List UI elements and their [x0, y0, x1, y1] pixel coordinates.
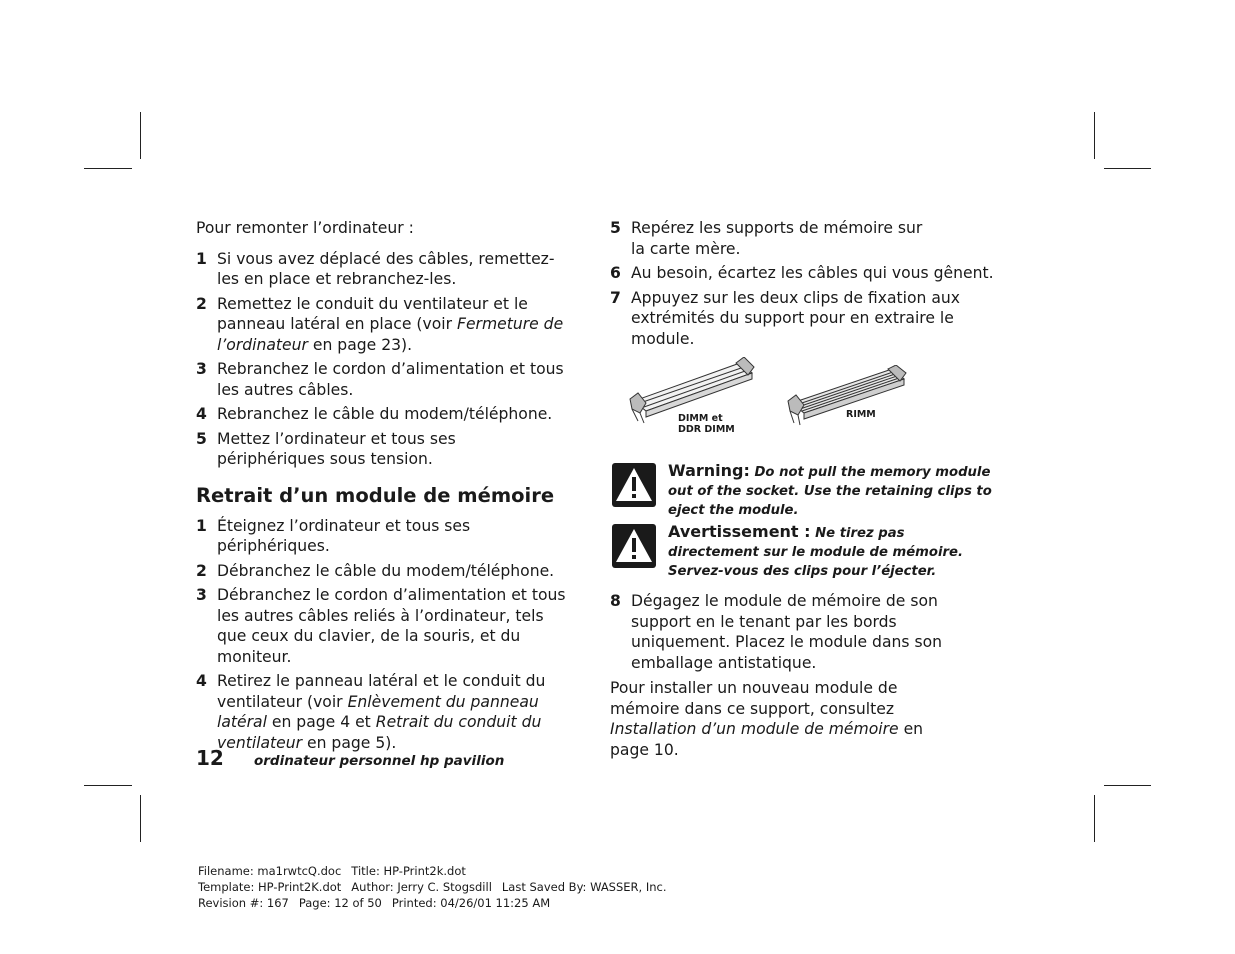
list-item: [196, 671, 568, 753]
meta-author: Author: Jerry C. Stogsdill: [351, 880, 492, 894]
dimm-label: DIMM et DDR DIMM: [678, 413, 735, 435]
reassembly-intro: Pour remonter l’ordinateur :: [196, 219, 414, 237]
avertissement-text: [668, 522, 998, 581]
crop-mark: [1104, 785, 1151, 786]
reassembly-steps: [196, 249, 568, 470]
cross-reference: Installation d’un module de mémoire: [610, 720, 899, 738]
step-text: Mettez l’ordinateur et tous ses périphériques sous tension.: [217, 429, 456, 468]
avertissement-body: Ne tirez pas directement sur le module de mémoire. Servez-vous des clips pour l’éjecter.: [668, 526, 963, 579]
step-number: 2: [196, 294, 207, 313]
list-item: [610, 218, 998, 259]
list-item: [610, 263, 998, 284]
step-text: Débranchez le cordon d’alimentation et tous les autres câbles reliés à l’ordinateur, tels que ceux du clavier, de la souris, et du moniteur.: [217, 586, 566, 666]
crop-mark: [84, 785, 132, 786]
list-item: [610, 591, 998, 673]
step-text: Débranchez le câble du modem/téléphone.: [217, 561, 555, 580]
list-item: [610, 288, 998, 350]
list-item: [196, 429, 568, 470]
step-text: Dégagez le module de mémoire de son support en le tenant par les bords uniquement. Placez le module dans son emballage antistatique.: [631, 592, 943, 672]
list-item: [196, 249, 568, 290]
warning-text: [668, 461, 998, 520]
meta-template: Template: HP-Print2K.dot: [198, 880, 342, 894]
crop-mark: [140, 795, 141, 842]
avertissement-title: Avertissement :: [668, 522, 811, 541]
step-number: 2: [196, 561, 207, 580]
warning-title: Warning:: [668, 461, 750, 480]
step-text: Rebranchez le câble du modem/téléphone.: [217, 405, 553, 423]
right-column: [610, 218, 998, 760]
step-text: Remettez le conduit du ventilateur et le panneau latéral en place (voir Fermeture de l’ordinateur en page 23).: [217, 294, 564, 354]
step-text: Appuyez sur les deux clips de fixation aux extrémités du support pour en extraire le module.: [631, 288, 961, 348]
step-number: 1: [196, 249, 207, 268]
crop-mark: [1094, 795, 1095, 842]
list-item: [196, 294, 568, 356]
crop-mark: [84, 168, 132, 169]
cross-reference: Retrait du conduit du ventilateur: [217, 713, 542, 752]
step-number: 4: [196, 672, 207, 690]
meta-revision: Revision #: 167: [198, 896, 289, 910]
meta-last-saved: Last Saved By: WASSER, Inc.: [501, 880, 667, 894]
avertissement-notice: [610, 522, 998, 581]
warning-body: Do not pull the memory module out of the socket. Use the retaining clips to eject the module.: [668, 465, 992, 518]
step-number: 4: [196, 405, 207, 423]
meta-printed: Printed: 04/26/01 11:25 AM: [391, 896, 551, 910]
crop-mark: [1094, 112, 1095, 159]
step-text: Au besoin, écartez les câbles qui vous gênent.: [631, 264, 994, 282]
crop-mark: [140, 112, 141, 159]
file-metadata: [198, 863, 677, 911]
warning-notice: [610, 461, 998, 520]
rimm-label: RIMM: [846, 409, 876, 420]
running-title: ordinateur personnel hp pavilion: [254, 753, 505, 769]
meta-page: Page: 12 of 50: [298, 896, 382, 910]
step-number: 3: [196, 586, 207, 604]
step-text: Si vous avez déplacé des câbles, remettez-les en place et rebranchez-les.: [217, 249, 555, 288]
removal-steps: [196, 516, 568, 754]
page-footer: [196, 746, 576, 772]
page-number: 12: [196, 746, 224, 770]
step-number: 8: [610, 592, 621, 610]
list-item: [196, 404, 568, 425]
cross-reference: Fermeture de l’ordinateur: [217, 315, 564, 354]
left-column: [196, 218, 568, 753]
memory-module-figure: [610, 357, 998, 457]
meta-filename: Filename: ma1rwtcQ.doc: [198, 864, 342, 878]
step-text: Rebranchez le cordon d’alimentation et tous les autres câbles.: [217, 360, 564, 399]
section-heading: Retrait d’un module de mémoire: [196, 483, 555, 507]
warning-icon: [612, 524, 656, 568]
list-item: [196, 359, 568, 400]
step-number: 6: [610, 264, 621, 282]
step-number: 5: [196, 429, 207, 448]
meta-title: Title: HP-Print2k.dot: [351, 864, 466, 878]
list-item: [196, 516, 568, 557]
cross-reference: Enlèvement du panneau latéral: [217, 692, 539, 731]
step-number: 5: [610, 219, 621, 237]
warning-icon: [612, 463, 656, 507]
step-text: Repérez les supports de mémoire sur la carte mère.: [631, 219, 923, 258]
step-text: Éteignez l’ordinateur et tous ses périphériques.: [217, 516, 471, 555]
step-number: 3: [196, 360, 207, 378]
step-number: 1: [196, 516, 207, 535]
list-item: [196, 585, 568, 667]
closing-paragraph: Pour installer un nouveau module de mémoire dans ce support, consultez Installation d’un module de mémoire en page 10.: [610, 679, 924, 759]
list-item: [196, 561, 568, 582]
crop-mark: [1104, 168, 1151, 169]
step-text: Retirez le panneau latéral et le conduit du ventilateur (voir Enlèvement du panneau latéral en page 4 et Retrait du conduit du ventilateur en page 5).: [217, 672, 546, 752]
step-number: 7: [610, 288, 621, 307]
